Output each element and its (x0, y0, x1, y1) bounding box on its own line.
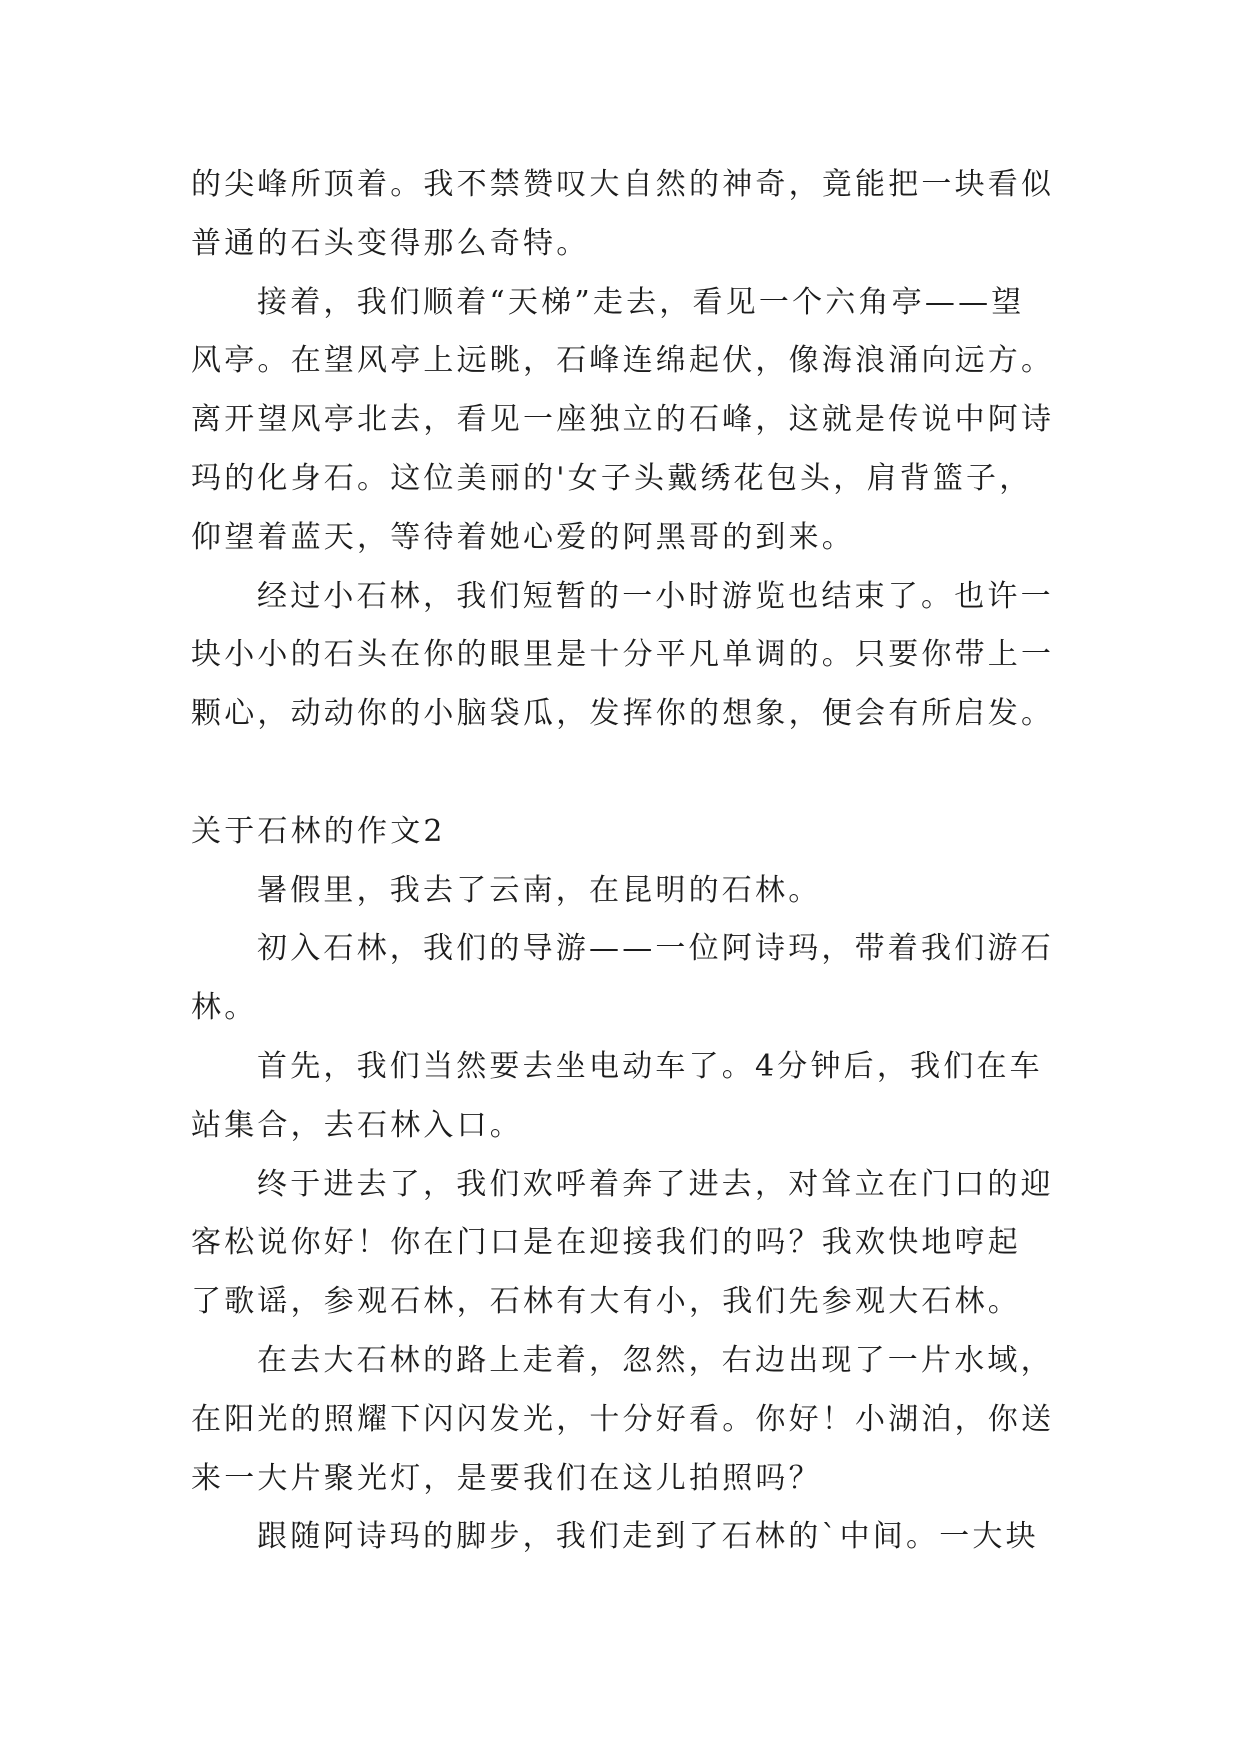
paragraph (191, 1508, 1111, 1567)
text-line: 接着，我们顺着“天梯”走去，看见一个六角亭——望 (257, 284, 1025, 320)
text-line: 在去大石林的路上走着，忽然，右边出现了一片水域， (257, 1342, 1054, 1378)
text-line: 客松说你好！你在门口是在迎接我们的吗？我欢快地哼起 (191, 1225, 1021, 1261)
text-line: 普通的石头变得那么奇特。 (191, 225, 590, 261)
essay-section-continued (191, 156, 1111, 744)
essay-title: 关于石林的作文2 (191, 813, 446, 849)
paragraph (191, 920, 1111, 1038)
text-line: 了歌谣，参观石林，石林有大有小，我们先参观大石林。 (191, 1284, 1021, 1320)
paragraph (191, 156, 1111, 274)
document-body (191, 156, 1111, 1567)
text-line: 跟随阿诗玛的脚步，我们走到了石林的`中间。一大块 (257, 1519, 1039, 1555)
essay-section (191, 803, 1111, 1567)
text-line: 离开望风亭北去，看见一座独立的石峰，这就是传说中阿诗 (191, 402, 1055, 438)
text-line: 林。 (191, 990, 258, 1026)
text-line: 的尖峰所顶着。我不禁赞叹大自然的神奇，竟能把一块看似 (191, 167, 1055, 202)
text-line: 首先，我们当然要去坐电动车了。4分钟后，我们在车 (257, 1048, 1043, 1084)
text-line: 颗心，动动你的小脑袋瓜，发挥你的想象，便会有所启发。 (191, 696, 1055, 732)
text-line: 站集合，去石林入口。 (191, 1107, 523, 1143)
paragraph (191, 1156, 1111, 1332)
text-line: 暑假里，我去了云南，在昆明的石林。 (257, 872, 822, 908)
text-line: 块小小的石头在你的眼里是十分平凡单调的。只要你带上一 (191, 637, 1055, 673)
text-line: 初入石林，我们的导游——一位阿诗玛，带着我们游石 (257, 931, 1054, 967)
text-line: 终于进去了，我们欢呼着奔了进去，对耸立在门口的迎 (257, 1166, 1054, 1202)
text-line: 风亭。在望风亭上远眺，石峰连绵起伏，像海浪涌向远方。 (191, 343, 1055, 379)
paragraph (191, 1332, 1111, 1508)
paragraph (191, 274, 1111, 568)
paragraph (191, 862, 1111, 921)
text-line: 来一大片聚光灯，是要我们在这儿拍照吗？ (191, 1460, 822, 1496)
text-line: 仰望着蓝天，等待着她心爱的阿黑哥的到来。 (191, 519, 855, 555)
text-line: 经过小石林，我们短暂的一小时游览也结束了。也许一 (257, 578, 1054, 614)
paragraph (191, 1038, 1111, 1156)
text-line: 在阳光的照耀下闪闪发光，十分好看。你好！小湖泊，你送 (191, 1401, 1055, 1437)
text-line: 玛的化身石。这位美丽的'女子头戴绣花包头，肩背篮子， (191, 460, 1033, 496)
paragraph (191, 568, 1111, 744)
